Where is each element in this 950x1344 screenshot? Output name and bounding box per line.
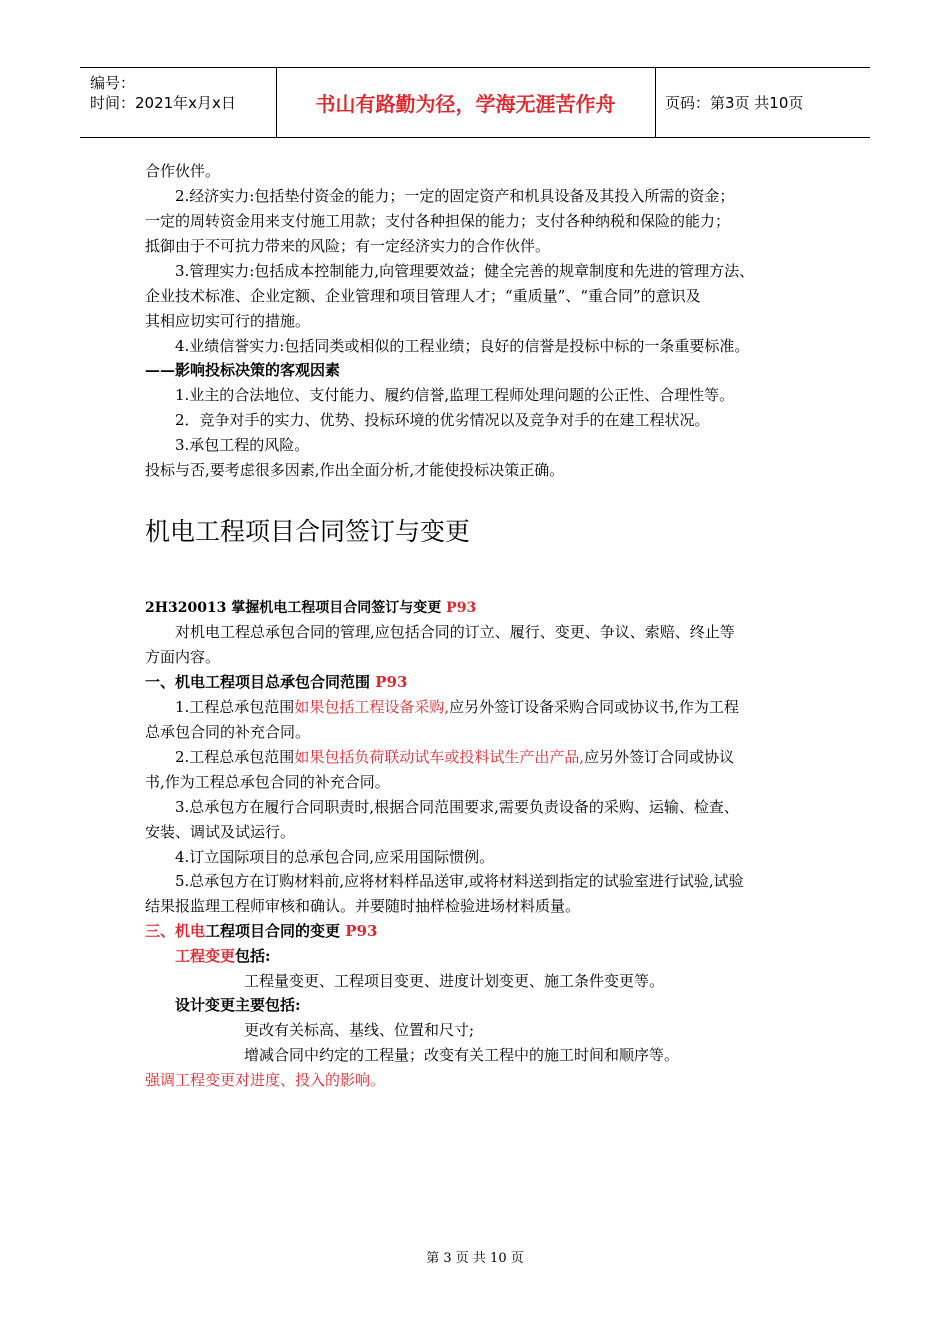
section-title-highlight: 三、机电 <box>145 922 206 940</box>
clause-title <box>145 598 476 618</box>
body-line: 3.管理实力:包括成本控制能力,向管理要效益；健全完善的规章制度和先进的管理方法、 <box>175 262 755 280</box>
body-line: 更改有关标高、基线、位置和尺寸; <box>244 1021 475 1039</box>
list-item <box>175 747 734 767</box>
body-line: 安装、调试及试运行。 <box>145 823 296 841</box>
page-footer: 第 3 页 共 10 页 <box>426 1251 524 1266</box>
header-motto: 书山有路勤为径，学海无涯苦作舟 <box>276 68 656 137</box>
body-line: 投标与否,要考虑很多因素,作出全面分析,才能使投标决策正确。 <box>145 461 565 479</box>
body-line: 方面内容。 <box>145 648 221 666</box>
item-text: 2.工程总承包范围 <box>175 748 295 766</box>
body-line: 工程量变更、工程项目变更、进度计划变更、施工条件变更等。 <box>244 972 665 990</box>
list-item <box>175 697 739 717</box>
time-label: 时间：2021年x月x日 <box>90 94 236 112</box>
body-line: 合作伙伴。 <box>145 162 221 180</box>
body-line: 其相应切实可行的措施。 <box>145 312 311 330</box>
item-highlight: 如果包括负荷联动试车或投料试生产出产品, <box>294 748 585 766</box>
body-line: 总承包合同的补充合同。 <box>145 723 311 741</box>
body-line: 书,作为工程总承包合同的补充合同。 <box>145 773 390 791</box>
body-line: 4.业绩信誉实力:包括同类或相似的工程业绩；良好的信誉是投标中标的一条重要标准。 <box>175 337 750 355</box>
page-reference: P93 <box>446 600 477 616</box>
list-item: 4.订立国际项目的总承包合同,应采用国际惯例。 <box>175 848 495 866</box>
body-line: 2.经济实力:包括垫付资金的能力；一定的固定资产和机具设备及其投入所需的资金； <box>175 187 735 205</box>
subheading-objective-factors: ——影响投标决策的客观因素 <box>145 361 341 379</box>
change-label <box>175 946 271 966</box>
body-line: 3.承包工程的风险。 <box>175 436 310 454</box>
page-reference: P93 <box>345 922 378 940</box>
item-highlight: 如果包括工程设备采购, <box>294 698 450 716</box>
item-text: 应另外签订合同或协议 <box>584 748 735 766</box>
section-title-scope <box>145 672 407 692</box>
section-title-text: 工程项目合同的变更 <box>205 922 346 940</box>
design-change-label: 设计变更主要包括: <box>175 996 301 1014</box>
body-line: 一定的周转资金用来支付施工用款；支付各种担保的能力；支付各种纳税和保险的能力； <box>145 212 731 230</box>
page-info-text: 页码：第3页 共10页 <box>665 94 804 112</box>
list-item: 3.总承包方在履行合同职责时,根据合同范围要求,需要负责设备的采购、运输、检查、 <box>175 798 739 816</box>
item-text: 1.工程总承包范围 <box>175 698 295 716</box>
section-heading: 机电工程项目合同签订与变更 <box>145 517 471 546</box>
body-line: 对机电工程总承包合同的管理,应包括合同的订立、履行、变更、争议、索赔、终止等 <box>175 623 735 641</box>
section-title-text: 一、机电工程项目总承包合同范围 <box>145 673 376 691</box>
page-reference: P93 <box>375 673 408 691</box>
change-text: 包括: <box>235 947 271 965</box>
change-highlight: 工程变更 <box>175 947 236 965</box>
body-line: 抵御由于不可抗力带来的风险；有一定经济实力的合作伙伴。 <box>145 237 551 255</box>
body-line: 结果报监理工程师审核和确认。并要随时抽样检验进场材料质量。 <box>145 897 581 915</box>
emphasis-note: 强调工程变更对进度、投入的影响。 <box>145 1071 386 1089</box>
header-page-info <box>656 68 870 137</box>
page-header <box>80 67 870 138</box>
number-label: 编号： <box>90 74 136 92</box>
list-item: 5.总承包方在订购材料前,应将材料样品送审,或将材料送到指定的试验室进行试验,试验 <box>175 872 744 890</box>
clause-title-text: 2H320013 掌握机电工程项目合同签订与变更 <box>145 600 447 616</box>
body-line: 增减合同中约定的工程量；改变有关工程中的施工时间和顺序等。 <box>244 1046 680 1064</box>
body-line: 1.业主的合法地位、支付能力、履约信誉,监理工程师处理问题的公正性、合理性等。 <box>175 386 735 404</box>
section-title-change <box>145 921 377 941</box>
body-line: 2．竞争对手的实力、优势、投标环境的优劣情况以及竞争对手的在建工程状况。 <box>175 411 710 429</box>
item-text: 应另外签订设备采购合同或协议书,作为工程 <box>449 698 739 716</box>
body-line: 企业技术标准、企业定额、企业管理和项目管理人才；“重质量”、“重合同”的意识及 <box>145 287 701 305</box>
header-meta <box>80 68 277 137</box>
